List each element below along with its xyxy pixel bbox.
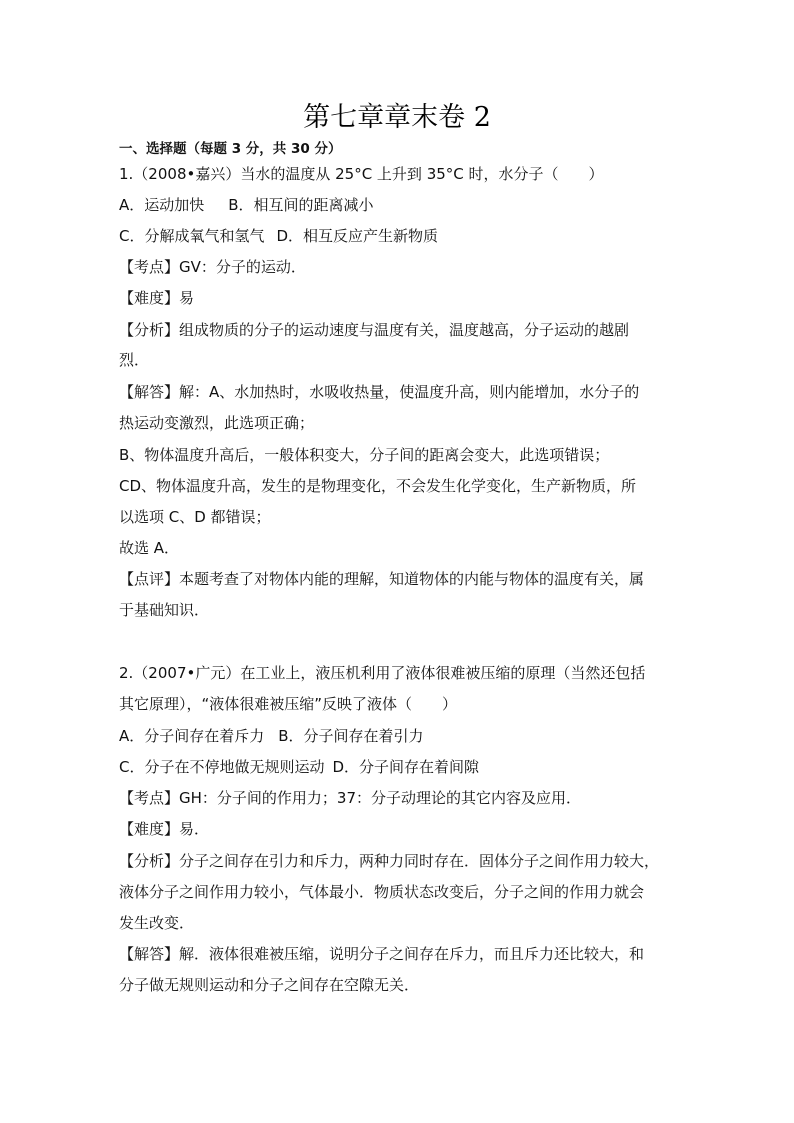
q2-kaodian-tag: 【考点】 (119, 789, 180, 807)
q2-stem-2: 其它原理），“液体很难被压缩”反映了液体（ ） (119, 695, 458, 713)
q2-fenxi-line-3: 发生改变． (119, 914, 195, 932)
q2-option-b: B．分子间存在着引力 (278, 727, 424, 745)
q1-options-cd (119, 226, 679, 246)
q2-fenxi-tag: 【分析】 (119, 852, 180, 870)
q1-dianping-line-2: 于基础知识． (119, 601, 210, 619)
q1-option-d: D．相互反应产生新物质 (276, 227, 439, 245)
q1-fenxi-text-1: 组成物质的分子的运动速度与温度有关，温度越高，分子运动的越剧 (179, 321, 630, 339)
q1-option-c: C．分解成氧气和氢气 (119, 227, 265, 245)
q2-options-cd (119, 757, 679, 777)
page-title: 第七章章末卷 2 (303, 102, 491, 133)
q1-option-a: A．运动加快 (119, 196, 205, 214)
q2-fenxi-text-1: 分子之间存在引力和斥力，两种力同时存在．固体分子之间作用力较大， (179, 852, 660, 870)
q1-jieda-line-3: B、物体温度升高后，一般体积变大，分子间的距离会变大，此选项错误； (119, 446, 610, 464)
q2-jieda (119, 944, 679, 964)
q1-stem: 1.（2008•嘉兴）当水的温度从 25°C 上升到 35°C 时，水分子（ ） (119, 165, 604, 183)
q1-jieda-line-6: 故选 A． (119, 539, 180, 557)
q2-option-a: A．分子间存在着斥力 (119, 727, 265, 745)
q1-jieda-line-4: CD、物体温度升高，发生的是物理变化，不会发生化学变化，生产新物质，所 (119, 477, 637, 495)
q2-options-ab (119, 726, 679, 746)
q1-options-ab (119, 195, 679, 215)
q2-kaodian (119, 788, 679, 808)
q2-nandu (119, 819, 679, 839)
q1-nandu-tag: 【难度】 (119, 289, 180, 307)
q1-fenxi-tag: 【分析】 (119, 321, 180, 339)
q1-jieda-text-1: 解：A、水加热时，水吸收热量，使温度升高，则内能增加，水分子的 (179, 383, 640, 401)
q2-jieda-text-1: 解．液体很难被压缩，说明分子之间存在斥力，而且斥力还比较大，和 (179, 945, 645, 963)
q2-fenxi-line-2: 液体分子之间作用力较小，气体最小．物质状态改变后，分子之间的作用力就会 (119, 883, 645, 901)
q2-jieda-line-2: 分子做无规则运动和分子之间存在空隙无关． (119, 976, 420, 994)
q1-nandu-text: 易 (179, 289, 195, 307)
q2-fenxi (119, 851, 679, 871)
q1-jieda-tag: 【解答】 (119, 383, 180, 401)
q2-option-c: C．分子在不停地做无规则运动 (119, 758, 325, 776)
q2-stem-1: 2.（2007•广元）在工业上，液压机利用了液体很难被压缩的原理（当然还包括 (119, 664, 646, 682)
q1-jieda (119, 382, 679, 402)
q1-option-b: B．相互间的距离减小 (228, 196, 374, 214)
q1-jieda-line-5: 以选项 C、D 都错误； (119, 508, 271, 526)
q2-kaodian-text: GH：分子间的作用力；37：分子动理论的其它内容及应用． (179, 789, 582, 807)
q1-nandu (119, 288, 679, 308)
q2-option-d: D．分子间存在着间隙 (332, 758, 480, 776)
q1-kaodian-tag: 【考点】 (119, 258, 180, 276)
q1-jieda-line-2: 热运动变激烈，此选项正确； (119, 414, 315, 432)
q1-fenxi-line-2: 烈． (119, 351, 150, 369)
q2-nandu-tag: 【难度】 (119, 820, 180, 838)
q1-dianping (119, 569, 679, 589)
q2-nandu-text: 易． (179, 820, 210, 838)
q1-fenxi (119, 320, 679, 340)
q1-dianping-tag: 【点评】 (119, 570, 180, 588)
q1-kaodian-text: GV：分子的运动． (179, 258, 306, 276)
q2-jieda-tag: 【解答】 (119, 945, 180, 963)
section-heading: 一、选择题（每题 3 分，共 30 分） (119, 141, 342, 157)
q1-dianping-text-1: 本题考查了对物体内能的理解，知道物体的内能与物体的温度有关，属 (179, 570, 645, 588)
q1-kaodian (119, 257, 679, 277)
